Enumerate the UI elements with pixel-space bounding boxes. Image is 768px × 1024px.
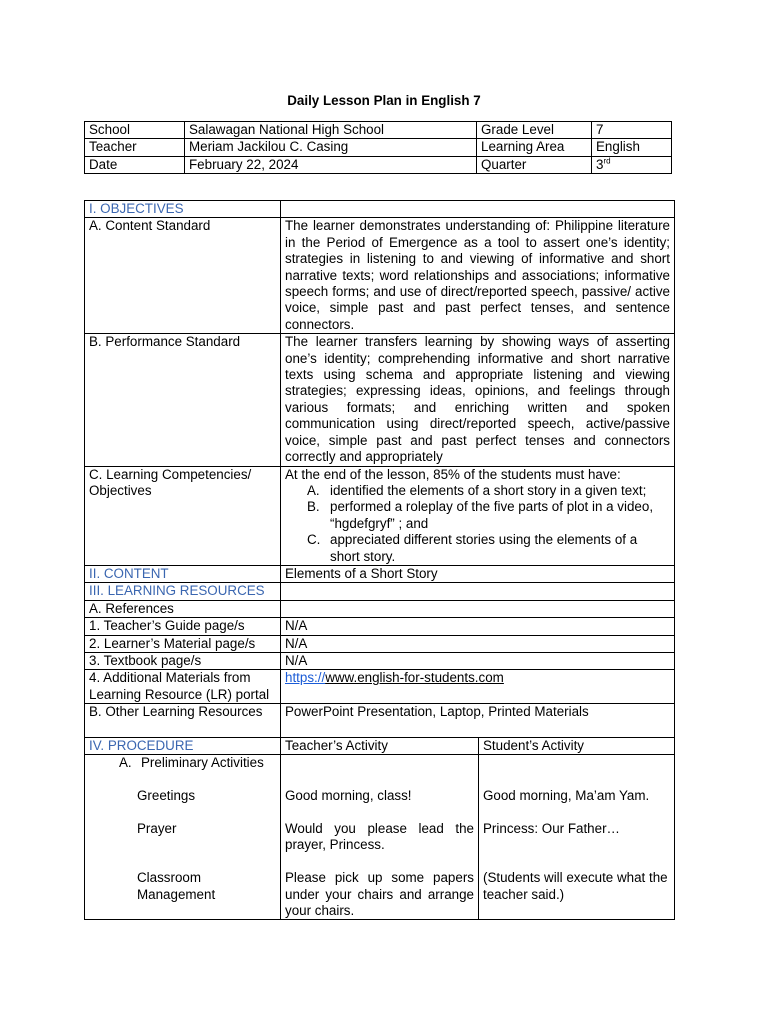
- spacer: [483, 805, 670, 821]
- info-table: [84, 121, 672, 174]
- greetings-teacher: Good morning, class!: [285, 788, 412, 804]
- procedure-heading: IV. PROCEDURE: [85, 737, 281, 754]
- content-standard-row: [85, 218, 675, 334]
- learners-material-label: 2. Learner’s Material page/s: [85, 635, 281, 652]
- competencies-row: [85, 466, 675, 565]
- quarter-suffix: rd: [603, 156, 611, 166]
- spacer: [483, 772, 670, 788]
- objectives-heading-blank: [281, 201, 675, 218]
- objectives-heading: I. OBJECTIVES: [85, 201, 281, 218]
- spacer: [285, 854, 474, 870]
- competencies-label-line2: Objectives: [89, 482, 152, 498]
- list-item: [285, 532, 670, 565]
- spacer: [89, 772, 276, 788]
- spacer: [89, 805, 276, 821]
- student-activity-cell: [479, 755, 675, 920]
- link-prefix[interactable]: https://: [285, 670, 326, 686]
- prayer-label: Prayer: [137, 820, 177, 836]
- other-resources-cell: [281, 704, 675, 738]
- student-activity-header: Student’s Activity: [479, 737, 675, 754]
- lr-portal-link[interactable]: [285, 670, 504, 685]
- competencies-cell: [281, 466, 675, 565]
- content-heading: II. CONTENT: [85, 565, 281, 582]
- prayer-student: Princess: Our Father…: [483, 820, 620, 836]
- textbook-value: N/A: [281, 652, 675, 669]
- teacher-value: Meriam Jackilou C. Casing: [185, 139, 477, 156]
- learning-area-value: English: [592, 139, 672, 156]
- prayer-teacher: Would you please lead the prayer, Princess.: [285, 820, 474, 853]
- list-marker: B.: [307, 499, 320, 515]
- content-standard-text: The learner demonstrates understanding of: Philippine literature in the Period of Emergence as a tool to assert one’s identity; strategies in listening to and viewing of informative and short narrative texts; word relationships and associations; informative speech forms; and use of direct/reported speech, passive/ active voice, simple past and past perfect tenses, and sentence connectors.: [281, 218, 675, 334]
- procedure-header-row: [85, 737, 675, 754]
- competencies-intro: At the end of the lesson, 85% of the students must have:: [285, 466, 621, 482]
- teachers-guide-label: 1. Teacher’s Guide page/s: [85, 618, 281, 635]
- list-text: identified the elements of a short story in a given text;: [330, 482, 647, 498]
- teacher-activity-header: Teacher’s Activity: [281, 737, 479, 754]
- teachers-guide-row: [85, 618, 675, 635]
- grade-level-label: Grade Level: [477, 122, 592, 139]
- quarter-number: 3: [596, 156, 604, 172]
- preliminary-activities: [89, 755, 276, 771]
- link-domain[interactable]: www.english-for-students.com: [325, 670, 504, 686]
- spacer: [89, 837, 276, 853]
- additional-materials-label: 4. Additional Materials from Learning Resource (LR) portal: [85, 670, 281, 704]
- other-resources-value: PowerPoint Presentation, Laptop, Printed Materials: [285, 704, 589, 720]
- learners-material-value: N/A: [281, 635, 675, 652]
- spacer: [285, 755, 474, 771]
- references-label: A. References: [85, 600, 281, 617]
- competencies-label: [85, 466, 281, 565]
- date-value: February 22, 2024: [185, 156, 477, 173]
- list-item: [285, 499, 670, 532]
- procedure-labels-cell: [85, 755, 281, 920]
- other-resources-row: [85, 704, 675, 738]
- spacer: [89, 854, 276, 870]
- learners-material-row: [85, 635, 675, 652]
- learning-area-label: Learning Area: [477, 139, 592, 156]
- list-text: appreciated different stories using the elements of a short story.: [330, 532, 638, 564]
- references-row: [85, 600, 675, 617]
- preliminary-label: Preliminary Activities: [141, 755, 264, 771]
- greetings-student: Good morning, Ma’am Yam.: [483, 788, 650, 804]
- list-item: [285, 483, 670, 499]
- spacer: [483, 854, 670, 870]
- school-value: Salawagan National High School: [185, 122, 477, 139]
- other-resources-spacer: [285, 721, 670, 737]
- resources-heading: III. LEARNING RESOURCES: [85, 583, 281, 600]
- list-marker: A.: [307, 482, 320, 498]
- competencies-list: [285, 483, 670, 565]
- resources-heading-row: [85, 583, 675, 600]
- performance-standard-text: The learner transfers learning by showing ways of asserting one’s identity; comprehending informative and short narrative texts using schema and appropriate listening and viewing strategies; expressing ideas, opinions, and feelings through various formats; and enriching written and spoken communication using direct/reported speech, active/passive voice, simple past and past perfect tenses and connectors correctly and appropriately: [281, 334, 675, 466]
- teacher-activity-cell: [281, 755, 479, 920]
- quarter-label: Quarter: [477, 156, 592, 173]
- spacer: [483, 755, 670, 771]
- list-marker: C.: [307, 532, 321, 548]
- list-text: performed a roleplay of the five parts of plot in a video, “hgdefgryf” ; and: [330, 499, 654, 531]
- resources-heading-blank: [281, 583, 675, 600]
- page-title: Daily Lesson Plan in English 7: [287, 93, 481, 108]
- procedure-body-row: [85, 755, 675, 920]
- content-row: [85, 565, 675, 582]
- spacer: [285, 805, 474, 821]
- teacher-label: Teacher: [85, 139, 185, 156]
- info-row-school: [85, 122, 672, 139]
- teachers-guide-value: N/A: [281, 618, 675, 635]
- additional-materials-cell: [281, 670, 675, 704]
- content-value: Elements of a Short Story: [281, 565, 675, 582]
- textbook-label: 3. Textbook page/s: [85, 652, 281, 669]
- info-row-date: [85, 156, 672, 173]
- classroom-student: (Students will execute what the teacher said.): [483, 870, 668, 902]
- references-blank: [281, 600, 675, 617]
- additional-materials-row: [85, 670, 675, 704]
- performance-standard-row: [85, 334, 675, 466]
- content-standard-label: A. Content Standard: [85, 218, 281, 334]
- greetings-label: Greetings: [137, 788, 196, 804]
- date-label: Date: [85, 156, 185, 173]
- preliminary-marker: A.: [119, 755, 132, 771]
- objectives-heading-row: [85, 201, 675, 218]
- spacer: [483, 837, 670, 853]
- grade-level-value: 7: [592, 122, 672, 139]
- quarter-value: [592, 156, 672, 173]
- classroom-teacher: Please pick up some papers under your chairs and arrange your chairs.: [285, 870, 474, 918]
- info-row-teacher: [85, 139, 672, 156]
- other-resources-label: B. Other Learning Resources: [85, 704, 281, 738]
- school-label: School: [85, 122, 185, 139]
- spacer: [285, 772, 474, 788]
- performance-standard-label: B. Performance Standard: [85, 334, 281, 466]
- lesson-plan-table: [84, 200, 675, 920]
- textbook-row: [85, 652, 675, 669]
- classroom-management-label: Classroom Management: [137, 870, 216, 902]
- competencies-label-line1: C. Learning Competencies/: [89, 466, 252, 482]
